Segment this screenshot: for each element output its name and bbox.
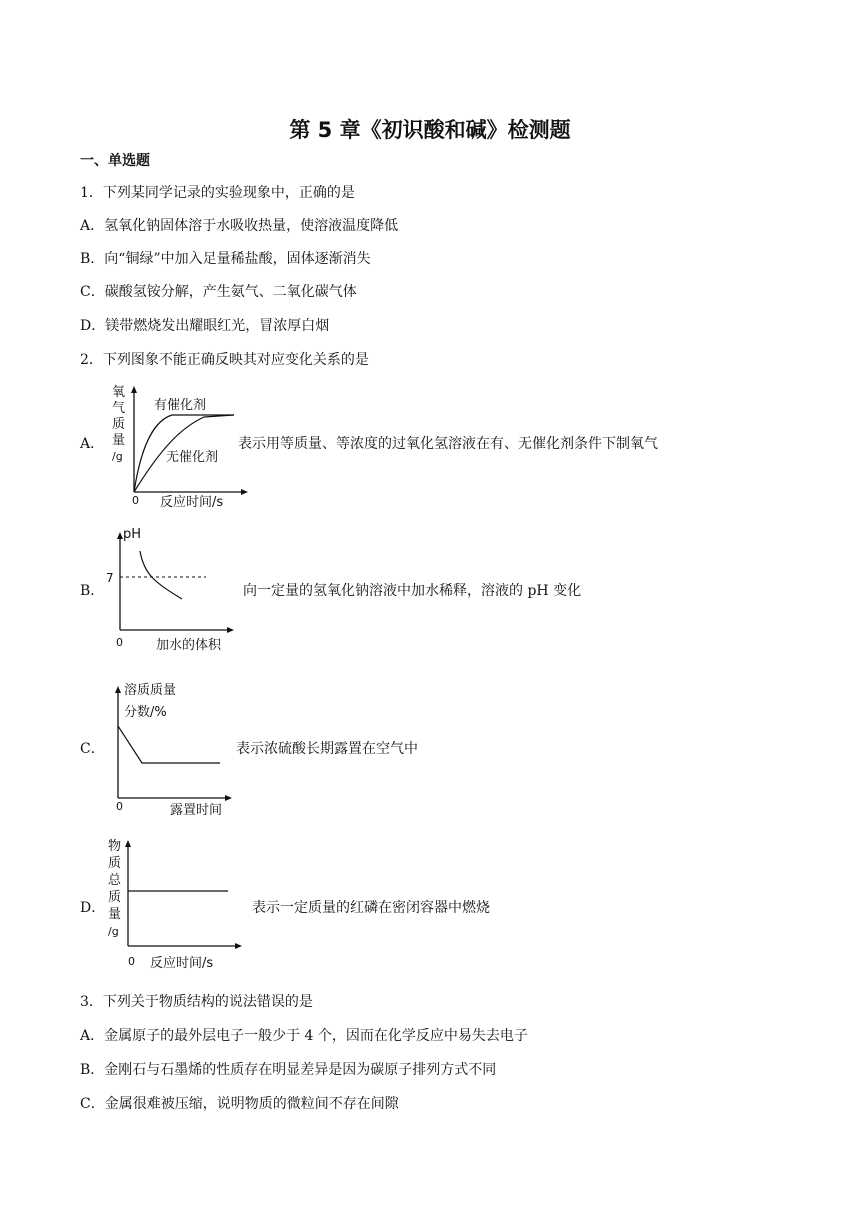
question-3-option-c: C．金属很难被压缩，说明物质的微粒间不存在间隙 bbox=[80, 1096, 399, 1112]
graph-c-origin: 0 bbox=[116, 800, 123, 813]
question-1-stem: 1．下列某同学记录的实验现象中，正确的是 bbox=[80, 185, 355, 201]
graph-b-xlabel: 加水的体积 bbox=[156, 638, 222, 653]
graph-d bbox=[104, 834, 249, 974]
question-1-option-c: C．碳酸氢铵分解，产生氨气、二氧化碳气体 bbox=[80, 284, 357, 300]
graph-c-line bbox=[118, 726, 220, 763]
question-2-option-c-label: C． bbox=[80, 741, 105, 757]
question-2-option-d-desc: 表示一定质量的红磷在密闭容器中燃烧 bbox=[252, 900, 490, 916]
question-2-option-b-label: B． bbox=[80, 583, 105, 599]
graph-d-ylabel-1: 物 bbox=[108, 839, 122, 854]
question-2-option-d-label: D． bbox=[80, 900, 106, 916]
graph-d-ylabel-6: /g bbox=[108, 925, 119, 938]
graph-b-origin: 0 bbox=[116, 636, 123, 649]
graph-c-ylabel-1: 溶质质量 bbox=[124, 683, 177, 698]
question-2-option-c-desc: 表示浓硫酸长期露置在空气中 bbox=[236, 741, 418, 757]
graph-a-curve1-label: 有催化剂 bbox=[154, 398, 207, 413]
graph-b bbox=[100, 522, 245, 657]
question-3-option-b: B．金刚石与石墨烯的性质存在明显差异是因为碳原子排列方式不同 bbox=[80, 1062, 497, 1078]
question-1-option-b: B．向“铜绿”中加入足量稀盐酸，固体逐渐消失 bbox=[80, 251, 371, 267]
question-3-option-a: A．金属原子的最外层电子一般少于 4 个，因而在化学反应中易失去电子 bbox=[80, 1028, 528, 1044]
graph-a-ylabel-3: 质 bbox=[112, 417, 126, 432]
graph-d-xlabel: 反应时间/s bbox=[150, 956, 214, 971]
graph-c-xlabel: 露置时间 bbox=[170, 803, 223, 818]
question-2-option-a-desc: 表示用等质量、等浓度的过氧化氢溶液在有、无催化剂条件下制氧气 bbox=[238, 436, 658, 452]
graph-a-xlabel: 反应时间/s bbox=[160, 495, 224, 510]
graph-a-ylabel-2: 气 bbox=[112, 401, 126, 416]
section-heading: 一、单选题 bbox=[80, 153, 150, 169]
question-2-option-b-desc: 向一定量的氢氧化钠溶液中加水稀释，溶液的 pH 变化 bbox=[243, 583, 582, 599]
graph-d-ylabel-4: 质 bbox=[108, 890, 122, 905]
graph-a-origin: 0 bbox=[132, 494, 139, 507]
graph-d-ylabel-5: 量 bbox=[108, 907, 122, 922]
question-1-option-d: D．镁带燃烧发出耀眼红光，冒浓厚白烟 bbox=[80, 318, 330, 334]
graph-a-ylabel-4: 量 bbox=[112, 433, 126, 448]
graph-c-ylabel-2: 分数/% bbox=[124, 705, 167, 720]
graph-d-origin: 0 bbox=[128, 955, 135, 968]
graph-a-ylabel-5: /g bbox=[112, 450, 123, 463]
graph-b-mark: 7 bbox=[106, 571, 114, 585]
graph-c bbox=[100, 678, 245, 820]
graph-b-ylabel: pH bbox=[123, 527, 142, 542]
graph-a bbox=[108, 380, 253, 510]
graph-a-ylabel-1: 氧 bbox=[112, 385, 126, 400]
graph-b-curve bbox=[140, 551, 182, 599]
graph-d-ylabel-2: 质 bbox=[108, 856, 122, 871]
graph-d-ylabel-3: 总 bbox=[108, 873, 122, 888]
question-2-stem: 2．下列图象不能正确反映其对应变化关系的是 bbox=[80, 352, 369, 368]
question-3-stem: 3．下列关于物质结构的说法错误的是 bbox=[80, 994, 313, 1010]
graph-a-curve2-label: 无催化剂 bbox=[166, 450, 219, 465]
question-2-option-a-label: A． bbox=[80, 436, 105, 452]
question-1-option-a: A．氢氧化钠固体溶于水吸收热量，使溶液温度降低 bbox=[80, 218, 399, 234]
page-title: 第 5 章《初识酸和碱》检测题 bbox=[289, 118, 571, 142]
